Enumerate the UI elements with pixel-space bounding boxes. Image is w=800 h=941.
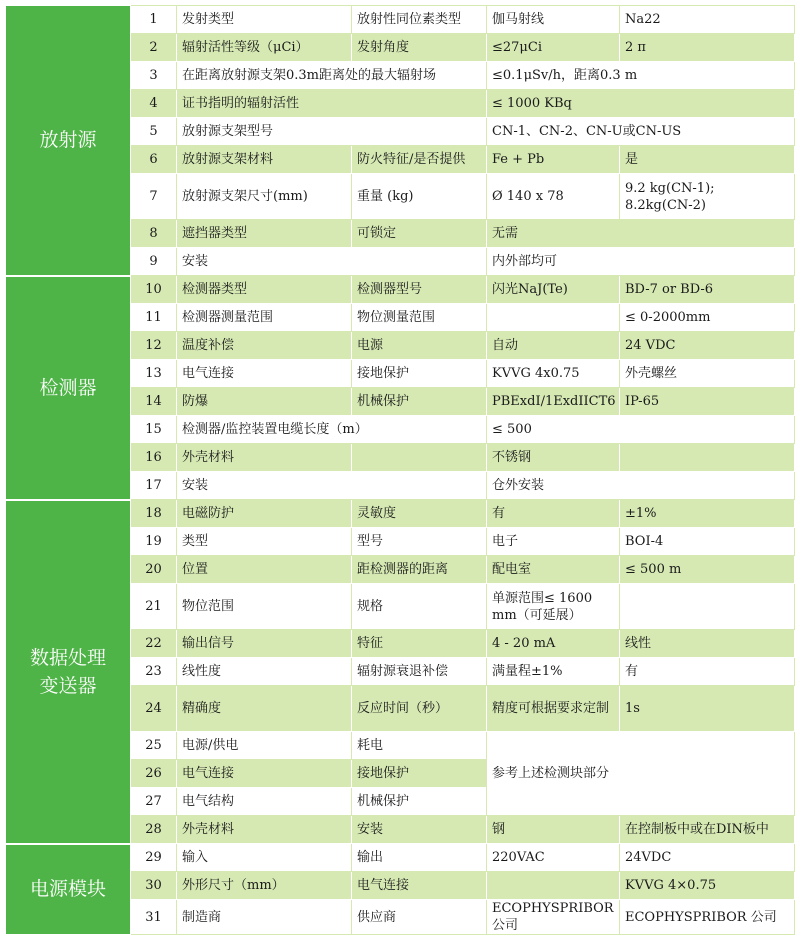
param-value-2: ECOPHYSPRIBOR 公司: [620, 900, 795, 935]
param-name-2: 距检测器的距离: [352, 556, 487, 584]
param-value: Ø 140 x 78: [487, 174, 620, 220]
param-value: 电子: [487, 528, 620, 556]
param-name-2: 放射性同位素类型: [352, 6, 487, 34]
param-name-2: 规格: [352, 584, 487, 630]
param-name: 放射源支架型号: [177, 118, 487, 146]
group-label-detector: 检测器: [6, 276, 131, 500]
param-name: 外壳材料: [177, 444, 352, 472]
row-number: 29: [131, 844, 177, 872]
param-value: 配电室: [487, 556, 620, 584]
param-value-2: IP-65: [620, 388, 795, 416]
param-value: [487, 304, 620, 332]
param-value: ECOPHYSPRIBOR公司: [487, 900, 620, 935]
param-value: 无需: [487, 220, 795, 248]
param-value: PBExdI/1ExdIICT6: [487, 388, 620, 416]
param-value-2: ≤ 500 m: [620, 556, 795, 584]
param-name-2: 接地保护: [352, 360, 487, 388]
table-row: [6, 276, 795, 304]
param-name-2: 防火特征/是否提供: [352, 146, 487, 174]
param-name: 物位范围: [177, 584, 352, 630]
param-value-2: BD-7 or BD-6: [620, 276, 795, 304]
param-name: 检测器类型: [177, 276, 352, 304]
param-name: 温度补偿: [177, 332, 352, 360]
param-name-2: [352, 444, 487, 472]
param-name: 电磁防护: [177, 500, 352, 528]
param-name-2: 特征: [352, 630, 487, 658]
group-label-source: 放射源: [6, 6, 131, 276]
row-number: 13: [131, 360, 177, 388]
row-number: 23: [131, 658, 177, 686]
param-value: ≤27μCi: [487, 34, 620, 62]
param-value: 钢: [487, 816, 620, 844]
param-name: 电气连接: [177, 360, 352, 388]
param-name: 外壳材料: [177, 816, 352, 844]
param-value-2: [620, 444, 795, 472]
param-name-2: 电气连接: [352, 872, 487, 900]
param-value: 有: [487, 500, 620, 528]
row-number: 19: [131, 528, 177, 556]
param-name: 精确度: [177, 686, 352, 732]
param-name: 电气连接: [177, 760, 352, 788]
param-value: 伽马射线: [487, 6, 620, 34]
param-value-2: 线性: [620, 630, 795, 658]
row-number: 9: [131, 248, 177, 276]
row-number: 31: [131, 900, 177, 935]
param-name: 电气结构: [177, 788, 352, 816]
row-number: 8: [131, 220, 177, 248]
param-name: 输入: [177, 844, 352, 872]
param-name: 发射类型: [177, 6, 352, 34]
row-number: 12: [131, 332, 177, 360]
param-value: 单源范围≤ 1600 mm（可延展）: [487, 584, 620, 630]
param-value: [487, 872, 620, 900]
param-name-2: 检测器型号: [352, 276, 487, 304]
param-name-2: 辐射源衰退补偿: [352, 658, 487, 686]
param-name: 电源/供电: [177, 732, 352, 760]
param-name: 安装: [177, 248, 487, 276]
row-number: 21: [131, 584, 177, 630]
row-number: 6: [131, 146, 177, 174]
param-value-2: 在控制板中或在DIN板中: [620, 816, 795, 844]
param-value: 仓外安装: [487, 472, 795, 500]
param-value: ≤0.1μSv/h，距离0.3 m: [487, 62, 795, 90]
param-name: 线性度: [177, 658, 352, 686]
param-name: 制造商: [177, 900, 352, 935]
param-name-2: 重量 (kg): [352, 174, 487, 220]
param-value-2: 24VDC: [620, 844, 795, 872]
param-value-2: 有: [620, 658, 795, 686]
param-value: 自动: [487, 332, 620, 360]
param-value: KVVG 4x0.75: [487, 360, 620, 388]
row-number: 24: [131, 686, 177, 732]
param-name: 证书指明的辐射活性: [177, 90, 487, 118]
row-number: 27: [131, 788, 177, 816]
param-name: 类型: [177, 528, 352, 556]
param-value-2: Na22: [620, 6, 795, 34]
param-value: 满量程±1%: [487, 658, 620, 686]
param-value-2: KVVG 4×0.75: [620, 872, 795, 900]
param-name: 安装: [177, 472, 487, 500]
param-name: 检测器测量范围: [177, 304, 352, 332]
param-value: 内外部均可: [487, 248, 795, 276]
param-name: 位置: [177, 556, 352, 584]
param-value: 参考上述检测块部分: [487, 732, 795, 816]
row-number: 2: [131, 34, 177, 62]
table-row: [6, 6, 795, 34]
param-value-2: ±1%: [620, 500, 795, 528]
param-value-2: 2 π: [620, 34, 795, 62]
param-name: 检测器/监控装置电缆长度（m）: [177, 416, 487, 444]
group-label-power: 电源模块: [6, 844, 131, 935]
param-name-2: 灵敏度: [352, 500, 487, 528]
param-name-2: 供应商: [352, 900, 487, 935]
param-value: 不锈钢: [487, 444, 620, 472]
row-number: 18: [131, 500, 177, 528]
param-name-2: 发射角度: [352, 34, 487, 62]
param-name: 输出信号: [177, 630, 352, 658]
param-value: Fe + Pb: [487, 146, 620, 174]
param-name-2: 反应时间（秒）: [352, 686, 487, 732]
spec-table: [5, 5, 795, 936]
param-value-2: 外壳螺丝: [620, 360, 795, 388]
param-value-2: [620, 584, 795, 630]
param-value: ≤ 1000 KBq: [487, 90, 795, 118]
param-name-2: 可锁定: [352, 220, 487, 248]
param-name-2: 耗电: [352, 732, 487, 760]
param-value-2: 1s: [620, 686, 795, 732]
param-name-2: 机械保护: [352, 788, 487, 816]
row-number: 10: [131, 276, 177, 304]
param-value-2: BOI-4: [620, 528, 795, 556]
param-name-2: 安装: [352, 816, 487, 844]
param-value-2: 24 VDC: [620, 332, 795, 360]
param-name-2: 机械保护: [352, 388, 487, 416]
param-value: 精度可根据要求定制: [487, 686, 620, 732]
row-number: 15: [131, 416, 177, 444]
param-value-2: 9.2 kg(CN-1); 8.2kg(CN-2): [620, 174, 795, 220]
param-name-2: 电源: [352, 332, 487, 360]
param-name-2: 接地保护: [352, 760, 487, 788]
row-number: 17: [131, 472, 177, 500]
row-number: 30: [131, 872, 177, 900]
table-row: [6, 844, 795, 872]
row-number: 11: [131, 304, 177, 332]
param-name: 在距离放射源支架0.3m距离处的最大辐射场: [177, 62, 487, 90]
row-number: 4: [131, 90, 177, 118]
param-value: 4 - 20 mA: [487, 630, 620, 658]
param-name: 辐射活性等级（μCi）: [177, 34, 352, 62]
param-name: 放射源支架材料: [177, 146, 352, 174]
param-value-2: 是: [620, 146, 795, 174]
row-number: 28: [131, 816, 177, 844]
row-number: 3: [131, 62, 177, 90]
param-value: ≤ 500: [487, 416, 795, 444]
row-number: 22: [131, 630, 177, 658]
param-value: 220VAC: [487, 844, 620, 872]
param-name: 放射源支架尺寸(mm): [177, 174, 352, 220]
row-number: 20: [131, 556, 177, 584]
row-number: 1: [131, 6, 177, 34]
param-name-2: 物位测量范围: [352, 304, 487, 332]
param-name-2: 型号: [352, 528, 487, 556]
param-value-2: ≤ 0-2000mm: [620, 304, 795, 332]
table-row: [6, 500, 795, 528]
param-name: 防爆: [177, 388, 352, 416]
row-number: 14: [131, 388, 177, 416]
param-name-2: 输出: [352, 844, 487, 872]
param-name: 遮挡器类型: [177, 220, 352, 248]
row-number: 26: [131, 760, 177, 788]
row-number: 7: [131, 174, 177, 220]
param-value: 闪光NaJ(Te): [487, 276, 620, 304]
param-value: CN-1、CN-2、CN-U或CN-US: [487, 118, 795, 146]
param-name: 外形尺寸（mm）: [177, 872, 352, 900]
group-label-processor: 数据处理 变送器: [6, 500, 131, 844]
row-number: 16: [131, 444, 177, 472]
row-number: 5: [131, 118, 177, 146]
row-number: 25: [131, 732, 177, 760]
